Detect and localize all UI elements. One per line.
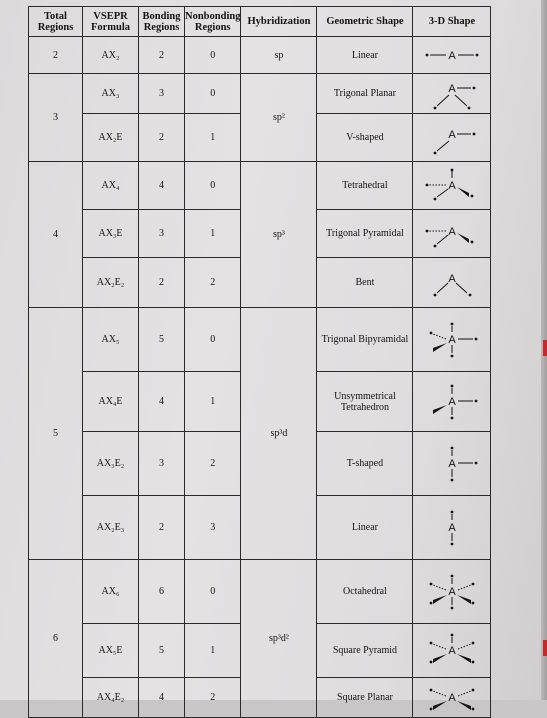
shape-3d-cell [413,210,491,258]
vsepr-formula-cell: AX₄ [83,162,139,210]
svg-text:A: A [448,50,456,62]
shape-3d-cell [413,74,491,114]
shape-3d-cell [413,372,491,432]
geometric-shape-cell: Tetrahedral [317,162,413,210]
bonding-regions-cell: 3 [139,210,185,258]
hybridization-cell: sp [241,37,317,74]
v-shaped-icon [413,120,490,156]
vsepr-formula-cell: AX₄E₂ [83,678,139,718]
shape-3d-cell [413,432,491,496]
header-hybridization: Hybridization [241,7,317,37]
t-shaped-icon [413,446,490,482]
vsepr-formula-cell: AX₂E₂ [83,258,139,308]
shape-3d-cell [413,37,491,74]
geometric-shape-cell: Linear [317,496,413,560]
hybridization-cell: sp³d² [241,560,317,718]
vsepr-formula-cell: AX₃E [83,210,139,258]
red-marker [543,340,547,356]
geometric-shape-cell: Square Planar [317,678,413,718]
bonding-regions-cell: 5 [139,308,185,372]
table-row [29,560,491,624]
nonbonding-regions-cell: 1 [185,114,241,162]
svg-text:A: A [448,272,456,285]
vsepr-table [28,6,491,718]
svg-text:A: A [448,333,456,346]
table-row [29,37,491,74]
table-row [29,162,491,210]
svg-text:A: A [448,179,456,192]
bonding-regions-cell: 2 [139,114,185,162]
svg-text:A: A [448,225,456,238]
vsepr-formula-cell: AX₂ [83,37,139,74]
total-regions-cell: 5 [29,308,83,560]
nonbonding-regions-cell: 3 [185,496,241,560]
total-regions-cell: 6 [29,560,83,718]
vsepr-formula-cell: AX₂E₃ [83,496,139,560]
nonbonding-regions-cell: 0 [185,162,241,210]
vsepr-formula-cell: AX₃E₂ [83,432,139,496]
total-regions-cell: 3 [29,74,83,162]
header-vsepr-formula: VSEPR Formula [83,7,139,37]
bonding-regions-cell: 2 [139,37,185,74]
svg-text:A: A [448,691,456,704]
header-total-regions: Total Regions [29,7,83,37]
header-nonbonding-regions: Nonbonding Regions [185,7,241,37]
geometric-shape-cell: Linear [317,37,413,74]
svg-text:A: A [448,395,456,408]
nonbonding-regions-cell: 0 [185,37,241,74]
hybridization-cell: sp³d [241,308,317,560]
geometric-shape-cell: Bent [317,258,413,308]
header-bonding-regions: Bonding Regions [139,7,185,37]
geometric-shape-cell: T-shaped [317,432,413,496]
svg-text:A: A [448,457,456,470]
shape-3d-cell [413,114,491,162]
svg-text:A: A [448,585,456,598]
hybridization-cell: sp³ [241,162,317,308]
shape-3d-cell [413,258,491,308]
trigonal-bipyramidal-icon [413,322,490,358]
svg-text:A: A [448,644,456,657]
tetrahedral-icon [413,168,490,204]
vsepr-formula-cell: AX₅ [83,308,139,372]
nonbonding-regions-cell: 1 [185,372,241,432]
shape-3d-cell [413,678,491,718]
bonding-regions-cell: 4 [139,372,185,432]
geometric-shape-cell: Trigonal Planar [317,74,413,114]
nonbonding-regions-cell: 1 [185,210,241,258]
bonding-regions-cell: 2 [139,258,185,308]
bonding-regions-cell: 5 [139,624,185,678]
total-regions-cell: 2 [29,37,83,74]
vsepr-formula-cell: AX₂E [83,114,139,162]
geometric-shape-cell: Trigonal Bipyramidal [317,308,413,372]
geometric-shape-cell: V-shaped [317,114,413,162]
linear-icon [413,37,490,73]
header-geometric-shape: Geometric Shape [317,7,413,37]
bonding-regions-cell: 2 [139,496,185,560]
hybridization-cell: sp² [241,74,317,162]
vsepr-formula-cell: AX₆ [83,560,139,624]
table-row [29,308,491,372]
bonding-regions-cell: 3 [139,74,185,114]
bent-icon [413,265,490,301]
nonbonding-regions-cell: 2 [185,432,241,496]
geometric-shape-cell: Octahedral [317,560,413,624]
shape-3d-cell [413,624,491,678]
bonding-regions-cell: 3 [139,432,185,496]
shape-3d-cell [413,560,491,624]
geometric-shape-cell: Unsymmetrical Tetrahedron [317,372,413,432]
geometric-shape-cell: Trigonal Pyramidal [317,210,413,258]
svg-text:A: A [448,82,456,95]
octahedral-icon [413,574,490,610]
nonbonding-regions-cell: 2 [185,258,241,308]
unsymmetrical-tetrahedron-icon [413,384,490,420]
bonding-regions-cell: 4 [139,162,185,210]
nonbonding-regions-cell: 0 [185,308,241,372]
table-row [29,74,491,114]
linear-vertical-icon [413,510,490,546]
nonbonding-regions-cell: 0 [185,560,241,624]
shape-3d-cell [413,496,491,560]
shape-3d-cell [413,162,491,210]
shape-3d-cell [413,308,491,372]
trigonal-planar-icon [413,76,490,112]
svg-text:A: A [448,128,456,141]
header-3d-shape: 3-D Shape [413,7,491,37]
nonbonding-regions-cell: 1 [185,624,241,678]
square-planar-icon [413,680,490,716]
total-regions-cell: 4 [29,162,83,308]
vsepr-formula-cell: AX₃ [83,74,139,114]
bonding-regions-cell: 6 [139,560,185,624]
square-pyramid-icon [413,633,490,669]
header-row [29,7,491,37]
nonbonding-regions-cell: 0 [185,74,241,114]
geometric-shape-cell: Square Pyramid [317,624,413,678]
svg-text:A: A [448,521,456,534]
nonbonding-regions-cell: 2 [185,678,241,718]
vsepr-formula-cell: AX₄E [83,372,139,432]
vsepr-formula-cell: AX₅E [83,624,139,678]
red-marker [543,640,547,656]
bonding-regions-cell: 4 [139,678,185,718]
trigonal-pyramidal-icon [413,216,490,252]
